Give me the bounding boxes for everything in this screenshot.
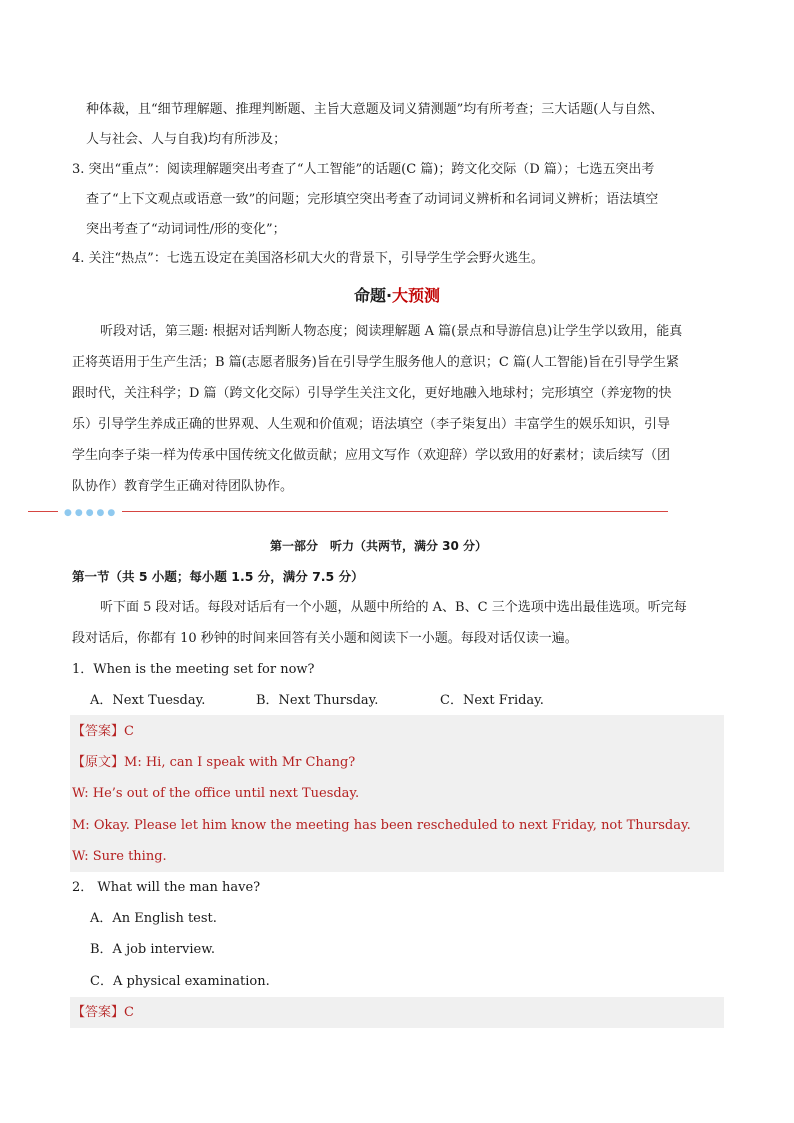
intro-line-4: 查了“上下文观点或语意一致”的问题；完形填空突出考查了动词词义辨析和名词词义辨析；语法填空 (86, 192, 659, 207)
q2-answer-value: C (124, 1005, 134, 1020)
q2-option-c: C．A physical examination. (90, 974, 270, 989)
q1-option-b: B．Next Thursday. (256, 693, 379, 708)
instructions-line-1: 听下面 5 段对话。每段对话后有一个小题，从题中所给的 A、B、C 三个选项中选出最佳选项。听完每 (100, 600, 687, 615)
q1-script-text-1: M: Hi, can I speak with Mr Chang? (124, 755, 356, 770)
section-title-prefix: 命题· (353, 286, 393, 305)
section-title (0, 283, 794, 306)
q1-answer (72, 723, 134, 741)
section1-title: 第一节（共 5 小题；每小题 1.5 分，满分 7.5 分） (72, 569, 364, 584)
q1-stem: 1．When is the meeting set for now? (72, 662, 315, 677)
intro-line-6: 4. 关注“热点”：七选五设定在美国洛杉矶大火的背景下，引导学生学会野火逃生。 (72, 251, 544, 266)
prediction-line-5: 学生向李子柒一样为传承中国传统文化做贡献；应用文写作（欢迎辞）学以致用的好素材；读后续写（团 (72, 448, 671, 463)
intro-line-3: 3. 突出“重点”：阅读理解题突出考查了“人工智能”的话题(C 篇)；跨文化交际（D 篇）；七选五突出考 (72, 162, 655, 177)
intro-line-5: 突出考查了“动词词性/形的变化”； (86, 222, 286, 237)
divider-line-right (122, 511, 668, 512)
section-title-highlight: 大预测 (392, 286, 441, 305)
q1-script-line-4: W: Sure thing. (72, 849, 167, 864)
q2-stem: 2． What will the man have? (72, 880, 261, 895)
section-divider (28, 508, 668, 518)
q2-answer-box (70, 997, 724, 1028)
q2-option-a: A．An English test. (90, 911, 217, 926)
part-title: 第一部分 听力（共两节，满分 30 分） (270, 539, 488, 553)
q2-answer (72, 1004, 134, 1022)
q1-script-line-2: W: He’s out of the office until next Tuesday. (72, 786, 360, 801)
q1-script-label: 【原文】 (72, 755, 125, 770)
prediction-line-3: 跟时代，关注科学；D 篇（跨文化交际）引导学生关注文化，更好地融入地球村；完形填空（养宠物的快 (72, 386, 672, 401)
intro-line-1: 种体裁，且“细节理解题、推理判断题、主旨大意题及词义猜测题”均有所考查；三大话题(人与自然、 (86, 102, 664, 117)
divider-line-left (28, 511, 58, 512)
q1-answer-value: C (124, 724, 134, 739)
prediction-line-1: 听段对话，第三题: 根据对话判断人物态度；阅读理解题 A 篇(景点和导游信息)让学生学以致用，能真 (100, 324, 683, 339)
prediction-line-6: 队协作）教育学生正确对待团队协作。 (72, 479, 294, 494)
q2-option-b: B．A job interview. (90, 942, 215, 957)
q1-script-line-3: M: Okay. Please let him know the meeting has been rescheduled to next Friday, not Thursday. (72, 818, 691, 833)
q1-answer-label: 【答案】 (72, 724, 125, 739)
q1-option-c: C．Next Friday. (440, 693, 544, 708)
divider-dots: ●●●●● (64, 508, 119, 518)
q1-script-line-1 (72, 754, 355, 772)
prediction-line-4: 乐）引导学生养成正确的世界观、人生观和价值观；语法填空（李子柒复出）丰富学生的娱乐知识，引导 (72, 417, 671, 432)
intro-line-2: 人与社会、人与自我)均有所涉及； (86, 132, 287, 147)
instructions-line-2: 段对话后，你都有 10 秒钟的时间来回答有关小题和阅读下一小题。每段对话仅读一遍。 (72, 631, 578, 646)
prediction-line-2: 正将英语用于生产生活；B 篇(志愿者服务)旨在引导学生服务他人的意识；C 篇(人工智能)旨在引导学生紧 (72, 355, 680, 370)
q2-answer-label: 【答案】 (72, 1005, 125, 1020)
q1-option-a: A．Next Tuesday. (90, 693, 206, 708)
